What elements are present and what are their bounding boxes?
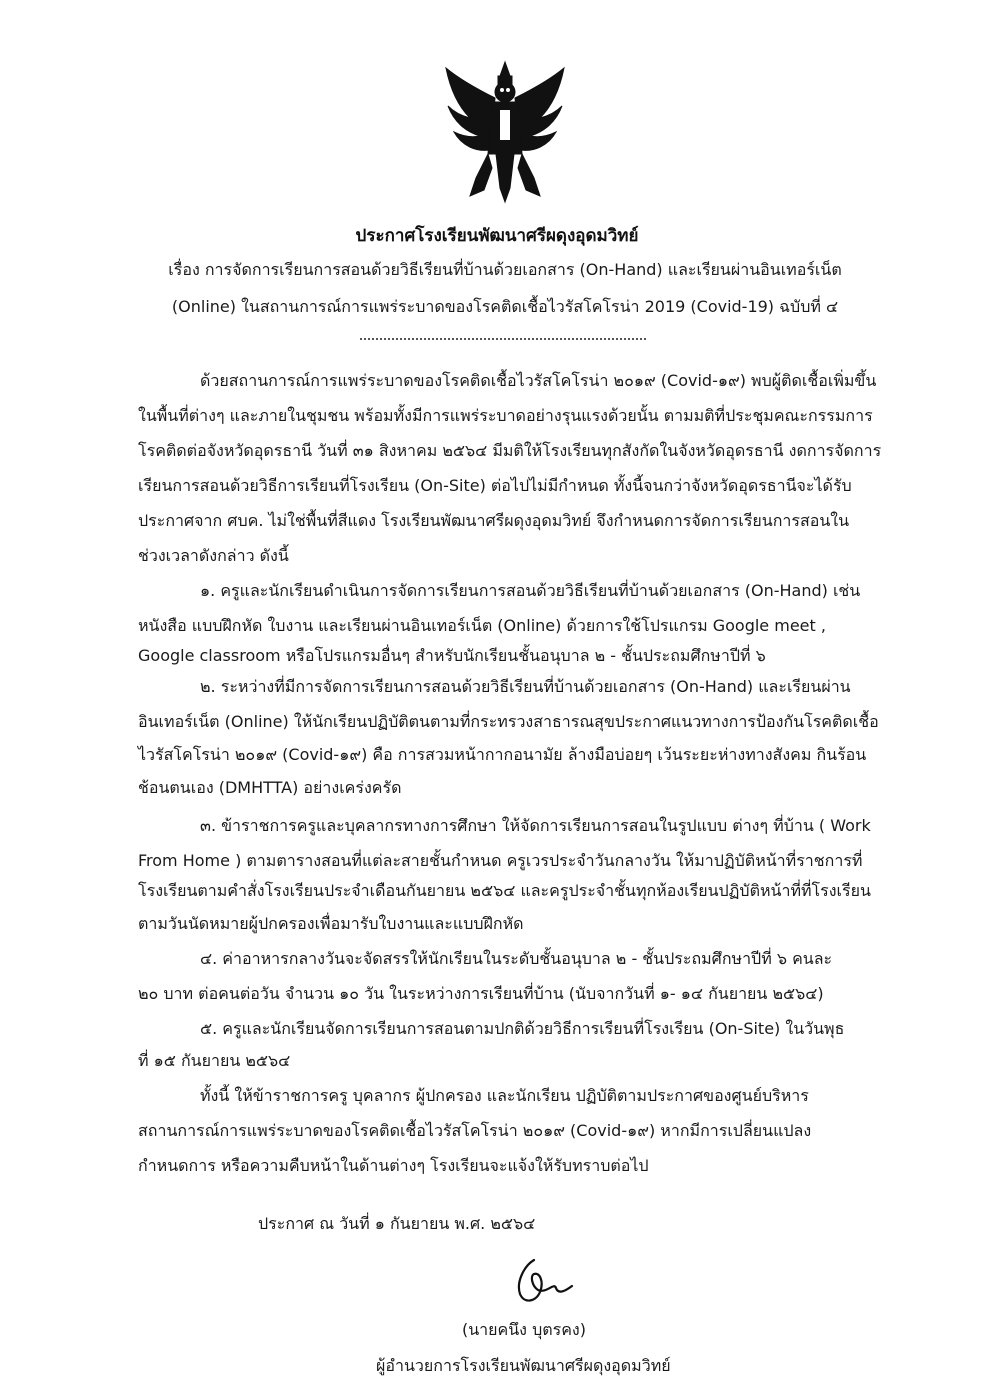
body-line: ๕. ครูและนักเรียนจัดการเรียนการสอนตามปกติด้วยวิธีการเรียนที่โรงเรียน (On-Site) ในวันพุธ bbox=[200, 1019, 845, 1038]
body-line: ๔. ค่าอาหารกลางวันจะจัดสรรให้นักเรียนในระดับชั้นอนุบาล ๒ - ชั้นประถมศึกษาปีที่ ๖ คนละ bbox=[200, 949, 833, 968]
signatory-name: (นายคนึง บุตรคง) bbox=[462, 1320, 586, 1339]
divider bbox=[360, 338, 646, 340]
body-line: สถานการณ์การแพร่ระบาดของโรคติดเชื้อไวรัสโคโรน่า ๒๐๑๙ (Covid-๑๙) หากมีการเปลี่ยนแปลง bbox=[138, 1121, 812, 1140]
body-line: ไวรัสโคโรน่า ๒๐๑๙ (Covid-๑๙) คือ การสวมหน้ากากอนามัย ล้างมือบ่อยๆ เว้นระยะห่างทางสังคม กินร้อน bbox=[138, 745, 867, 764]
body-line: เรียนการสอนด้วยวิธีการเรียนที่โรงเรียน (On-Site) ต่อไปไม่มีกำหนด ทั้งนี้จนกว่าจังหวัดอุดรธานีจะได้รับ bbox=[138, 476, 852, 495]
body-line: ทั้งนี้ ให้ข้าราชการครู บุคลากร ผู้ปกครอง และนักเรียน ปฏิบัติตามประกาศของศูนย์บริหาร bbox=[200, 1086, 809, 1105]
body-line: Google classroom หรือโปรแกรมอื่นๆ สำหรับนักเรียนชั้นอนุบาล ๒ - ชั้นประถมศึกษาปีที่ ๖ bbox=[138, 646, 766, 665]
body-line: ตามวันนัดหมายผู้ปกครองเพื่อมารับใบงานและแบบฝึกหัด bbox=[138, 914, 524, 933]
body-line: ๓. ข้าราชการครูและบุคลากรทางการศึกษา ให้จัดการเรียนการสอนในรูปแบบ ต่างๆ ที่บ้าน ( Work bbox=[200, 816, 871, 835]
body-line: ๑. ครูและนักเรียนดำเนินการจัดการเรียนการสอนด้วยวิธีเรียนที่บ้านด้วยเอกสาร (On-Hand) เช่น bbox=[200, 581, 861, 600]
body-line: กำหนดการ หรือความคืบหน้าในด้านต่างๆ โรงเรียนจะแจ้งให้รับทราบต่อไป bbox=[138, 1156, 649, 1175]
body-line: From Home ) ตามตารางสอนที่แต่ละสายชั้นกำหนด ครูเวรประจำวันกลางวัน ให้มาปฏิบัติหน้าที่ราชการที่ bbox=[138, 851, 863, 870]
body-line: โรงเรียนตามคำสั่งโรงเรียนประจำเดือนกันยายน ๒๕๖๔ และครูประจำชั้นทุกห้องเรียนปฏิบัติหน้าที่ที่โรงเรียน bbox=[138, 881, 871, 900]
document-title: ประกาศโรงเรียนพัฒนาศรีผดุงอุดมวิทย์ bbox=[355, 226, 639, 246]
subject-line-2: (Online) ในสถานการณ์การแพร่ระบาดของโรคติดเชื้อไวรัสโคโรน่า 2019 (Covid-19) ฉบับที่ ๔ bbox=[171, 297, 839, 316]
body-line: ช้อนตนเอง (DMHTTA) อย่างเคร่งครัด bbox=[138, 778, 402, 797]
signature-mark bbox=[506, 1252, 586, 1312]
body-line: ที่ ๑๕ กันยายน ๒๕๖๔ bbox=[138, 1051, 291, 1070]
body-line: ประกาศจาก ศบค. ไม่ใช่พื้นที่สีแดง โรงเรียนพัฒนาศรีผดุงอุดมวิทย์ จึงกำหนดการจัดการเรียนการสอนใน bbox=[138, 511, 850, 530]
body-line: ในพื้นที่ต่างๆ และภายในชุมชน พร้อมทั้งมีการแพร่ระบาดอย่างรุนแรงด้วยนั้น ตามมติที่ประชุมคณะกรรมการ bbox=[138, 406, 873, 425]
body-line: ช่วงเวลาดังกล่าว ดังนี้ bbox=[138, 546, 289, 565]
body-line: โรคติดต่อจังหวัดอุดรธานี วันที่ ๓๑ สิงหาคม ๒๕๖๔ มีมติให้โรงเรียนทุกสังกัดในจังหวัดอุดรธานี งดการจัดการ bbox=[138, 441, 882, 460]
body-line: อินเทอร์เน็ต (Online) ให้นักเรียนปฏิบัติตนตามที่กระทรวงสาธารณสุขประกาศแนวทางการป้องกันโรคติดเชื้อ bbox=[138, 712, 879, 731]
body-line: หนังสือ แบบฝึกหัด ใบงาน และเรียนผ่านอินเทอร์เน็ต (Online) ด้วยการใช้โปรแกรม Google meet , bbox=[138, 616, 826, 635]
body-line: ๒. ระหว่างที่มีการจัดการเรียนการสอนด้วยวิธีเรียนที่บ้านด้วยเอกสาร (On-Hand) และเรียนผ่าน bbox=[200, 677, 851, 696]
body-line: ด้วยสถานการณ์การแพร่ระบาดของโรคติดเชื้อไวรัสโคโรน่า ๒๐๑๙ (Covid-๑๙) พบผู้ติดเชื้อเพิ่มขึ้น bbox=[200, 371, 877, 390]
garuda-emblem-icon bbox=[440, 58, 570, 208]
body-line: ๒๐ บาท ต่อคนต่อวัน จำนวน ๑๐ วัน ในระหว่างการเรียนที่บ้าน (นับจากวันที่ ๑- ๑๔ กันยายน ๒๕๖๔) bbox=[138, 984, 824, 1003]
subject-line-1: เรื่อง การจัดการเรียนการสอนด้วยวิธีเรียนที่บ้านด้วยเอกสาร (On-Hand) และเรียนผ่านอินเทอร์เน็ต bbox=[168, 260, 842, 279]
signatory-position: ผู้อำนวยการโรงเรียนพัฒนาศรีผดุงอุดมวิทย์ bbox=[376, 1356, 671, 1375]
announcement-date: ประกาศ ณ วันที่ ๑ กันยายน พ.ศ. ๒๕๖๔ bbox=[258, 1214, 536, 1233]
